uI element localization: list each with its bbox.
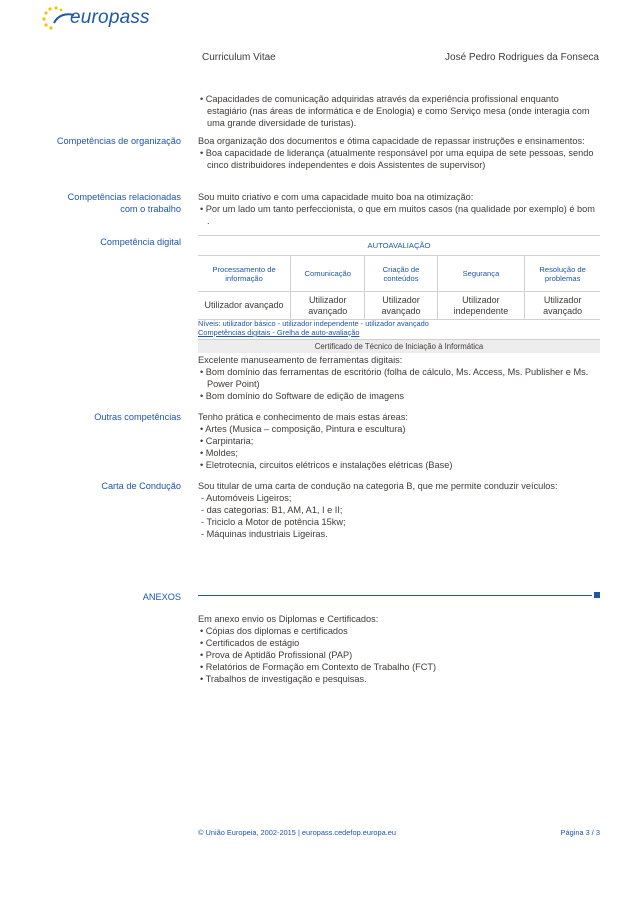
list-item: • Artes (Musica – composição, Pintura e escultura) [200, 424, 406, 434]
page-number: Página 3 / 3 [560, 828, 600, 837]
table-header: AUTOAVALIAÇÃO [198, 236, 600, 256]
category-cell: Resolução de problemas [525, 256, 600, 292]
list-item: • Eletrotecnia, circuitos elétricos e instalações elétricas (Base) [200, 460, 453, 470]
list-item: • Por um lado um tanto perfeccionista, o que em muitos casos (na qualidade por exemplo) é bom . [200, 204, 595, 226]
list-item: • Certificados de estágio [200, 638, 300, 648]
document-title: Curriculum Vitae [202, 52, 276, 63]
level-cell: Utilizador avançado [291, 292, 365, 320]
category-cell: Segurança [437, 256, 525, 292]
other-skills-content [198, 411, 600, 471]
candidate-name: José Pedro Rodrigues da Fonseca [445, 52, 599, 63]
list-item: • Cópias dos diplomas e certificados [200, 626, 348, 636]
section-label-annexes: ANEXOS [142, 592, 181, 602]
list-item: • Moldes; [200, 448, 238, 458]
level-cell: Utilizador avançado [365, 292, 437, 320]
other-skills-text: Tenho prática e conhecimento de mais estas áreas: [198, 412, 408, 422]
section-label-other-skills: Outras competências [94, 412, 181, 422]
certificate-bar: Certificado de Técnico de Iniciação à Informática [198, 339, 600, 353]
list-item: - Automóveis Ligeiros; [201, 493, 292, 503]
label-line: com o trabalho [120, 204, 181, 214]
level-cell: Utilizador avançado [198, 292, 291, 320]
list-item: - Máquinas industriais Ligeiras. [201, 529, 328, 539]
driving-licence-text: Sou titular de uma carta de condução na categoria B, que me permite conduzir veículos: [198, 481, 558, 491]
organization-content [198, 135, 600, 171]
job-related-text: Sou muito criativo e com uma capacidade muito boa na otimização: [198, 192, 474, 202]
list-item: • Bom domínio das ferramentas de escritório (folha de cálculo, Ms. Access, Ms. Publisher e Ms. Power Point) [200, 367, 589, 389]
list-item: • Prova de Aptidão Profissional (PAP) [200, 650, 353, 660]
self-assessment-table [198, 235, 600, 320]
driving-licence-content [198, 480, 600, 540]
communication-continued [198, 93, 600, 129]
annexes-content [198, 613, 600, 685]
level-cell: Utilizador avançado [525, 292, 600, 320]
digital-content [198, 354, 600, 402]
list-item: - das categorias: B1, AM, A1, I e II; [201, 505, 343, 515]
levels-note: Níveis: utilizador básico - utilizador independente - utilizador avançado [198, 319, 429, 328]
footer-copyright[interactable]: © União Europeia, 2002-2015 | europass.cedefop.europa.eu [198, 828, 397, 837]
annexes-text: Em anexo envio os Diplomas e Certificados: [198, 614, 379, 624]
divider-end-marker [594, 592, 600, 598]
list-item: - Triciclo a Motor de potência 15kw; [201, 517, 346, 527]
digital-text: Excelente manuseamento de ferramentas digitais: [198, 355, 403, 365]
section-divider [198, 595, 592, 596]
list-item: • Carpintaria; [200, 436, 254, 446]
europass-logo [40, 5, 150, 31]
level-cell: Utilizador independente [437, 292, 525, 320]
organization-text: Boa organização dos documentos e ótima capacidade de repassar instruções e ensinamentos: [198, 136, 585, 146]
job-related-content [198, 191, 600, 227]
list-item: • Bom domínio do Software de edição de imagens [200, 391, 404, 401]
logo-wordmark: europass [70, 7, 150, 28]
category-cell: Comunicação [291, 256, 365, 292]
section-label-digital: Competência digital [100, 237, 181, 247]
category-cell: Criação de conteúdos [365, 256, 437, 292]
list-item: • Relatórios de Formação em Contexto de Trabalho (FCT) [200, 662, 437, 672]
section-label-driving-licence: Carta de Condução [101, 481, 181, 491]
label-line: Competências relacionadas [67, 192, 181, 202]
list-item: • Capacidades de comunicação adquiridas através da experiência profissional enquanto estagiário (nas áreas de informática e de Enologia) e como Serviço mesa (onde interagia com uma grande diversidade de turistas). [200, 94, 590, 128]
self-assessment-grid-link[interactable]: Competências digitais - Grelha de auto-avaliação [198, 328, 360, 337]
list-item: • Boa capacidade de liderança (atualmente responsável por uma equipa de sete pessoas, sendo cinco distribuidores independentes e dois Assistentes de supervisor) [200, 148, 594, 170]
section-label-organization: Competências de organização [56, 136, 181, 146]
list-item: • Trabalhos de investigação e pesquisas. [200, 674, 367, 684]
section-label-job-related [68, 191, 181, 215]
category-cell: Processamento de informação [198, 256, 291, 292]
